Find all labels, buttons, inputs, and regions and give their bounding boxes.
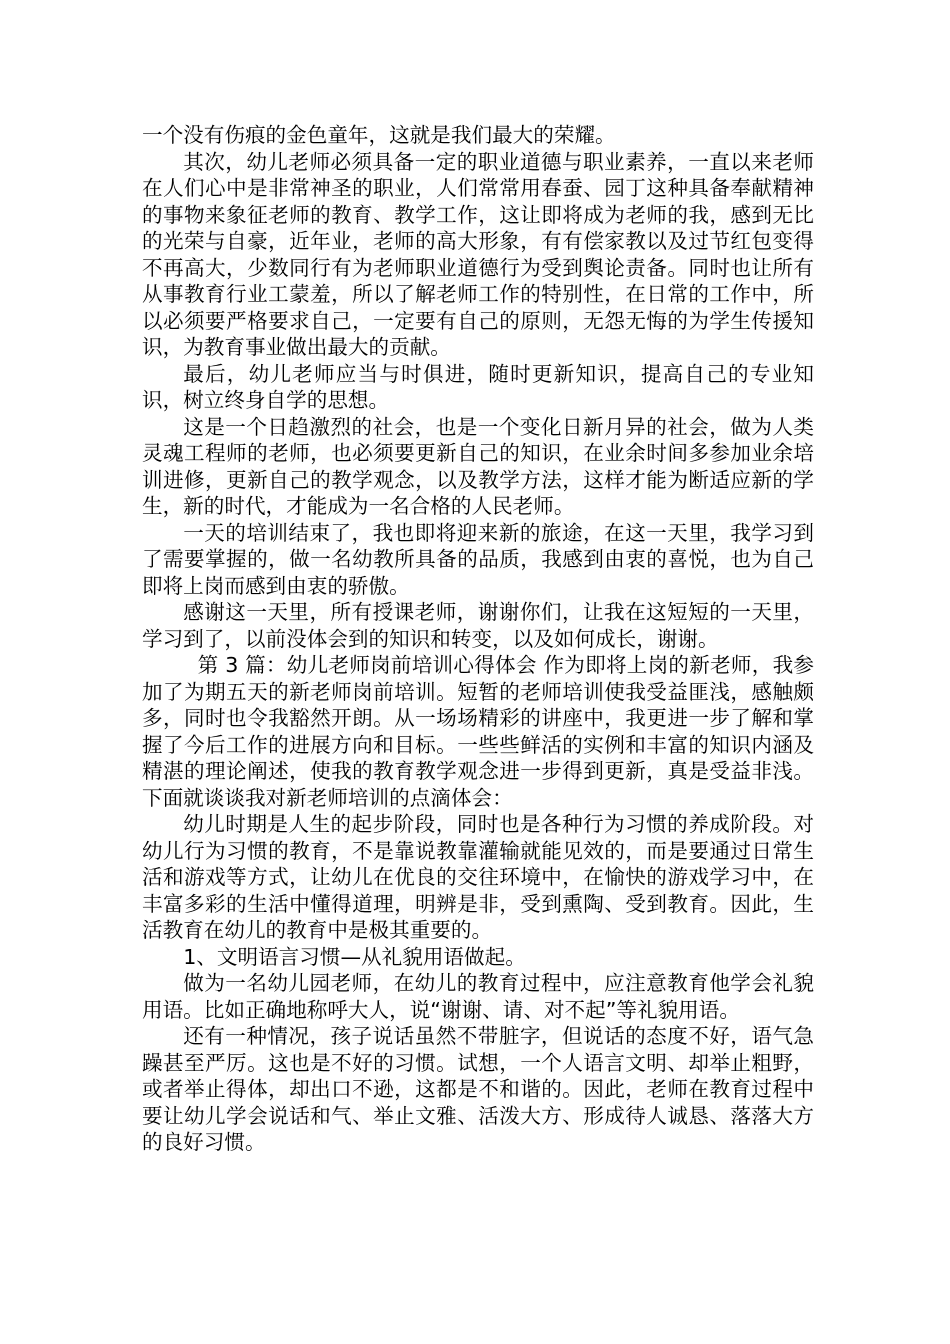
paragraph: 做为一名幼儿园老师，在幼儿的教育过程中，应注意教育他学会礼貌用语。比如正确地称呼大人，说“谢谢、请、对不起”等礼貌用语。 [142,971,814,1022]
paragraph: 一个没有伤痕的金色童年，这就是我们最大的荣耀。 [142,123,616,147]
document-page [142,122,814,1156]
list-item-heading: 1、文明语言习惯—从礼貌用语做起。 [183,944,526,969]
paragraph: 最后，幼儿老师应当与时俱进，随时更新知识，提高自己的专业知识，树立终身自学的思想。 [142,361,814,412]
paragraph: 感谢这一天里，所有授课老师，谢谢你们，让我在这短短的一天里，学习到了，以前没体会到的知识和转变，以及如何成长，谢谢。 [142,600,814,651]
paragraph: 其次，幼儿老师必须具备一定的职业道德与职业素养，一直以来老师在人们心中是非常神圣的职业，人们常常用春蚕、园丁这种具备奉献精神的事物来象征老师的教育、教学工作，这让即将成为老师的我，感到无比的光荣与自豪，近年业，老师的高大形象，有有偿家教以及过节红包变得不再高大，少数同行有为老师职业道德行为受到舆论责备。同时也让所有从事教育行业工蒙羞，所以了解老师工作的特别性，在日常的工作中，所以必须要严格要求自己，一定要有自己的原则，无怨无悔的为学生传援知识，为教育事业做出最大的贡献。 [142,149,814,359]
paragraph: 幼儿时期是人生的起步阶段，同时也是各种行为习惯的养成阶段。对幼儿行为习惯的教育，不是靠说教靠灌输就能见效的，而是要通过日常生活和游戏等方式，让幼儿在优良的交往环境中，在愉快的游戏学习中，在丰富多彩的生活中懂得道理，明辨是非，受到熏陶、受到教育。因此，生活教育在幼儿的教育中是极其重要的。 [142,812,814,942]
paragraph: 一天的培训结束了，我也即将迎来新的旅途，在这一天里，我学习到了需要掌握的，做一名幼教所具备的品质，我感到由衷的喜悦，也为自己即将上岗而感到由衷的骄傲。 [142,520,814,598]
section-heading-paragraph: 第 3 篇：幼儿老师岗前培训心得体会 作为即将上岗的新老师，我参加了为期五天的新老师岗前培训。短暂的老师培训使我受益匪浅，感触颇多，同时也令我豁然开朗。从一场场精彩的讲座中，我更进一步了解和掌握了今后工作的进展方向和目标。一些些鲜活的实例和丰富的知识内涵及精湛的理论阐述，使我的教育教学观念进一步得到更新，真是受益非浅。下面就谈谈我对新老师培训的点滴体会： [142,653,814,810]
paragraph: 这是一个日趋激烈的社会，也是一个变化日新月异的社会，做为人类灵魂工程师的老师，也必须要更新自己的知识，在业余时间多参加业余培训进修，更新自己的教学观念，以及教学方法，这样才能为断适应新的学生，新的时代，才能成为一名合格的人民老师。 [142,414,814,518]
paragraph: 还有一种情况，孩子说话虽然不带脏字，但说话的态度不好，语气急躁甚至严厉。这也是不好的习惯。试想，一个人语言文明、却举止粗野，或者举止得体，却出口不逊，这都是不和谐的。因此，老师在教育过程中要让幼儿学会说话和气、举止文雅、活泼大方、形成待人诚恳、落落大方的良好习惯。 [142,1024,814,1154]
